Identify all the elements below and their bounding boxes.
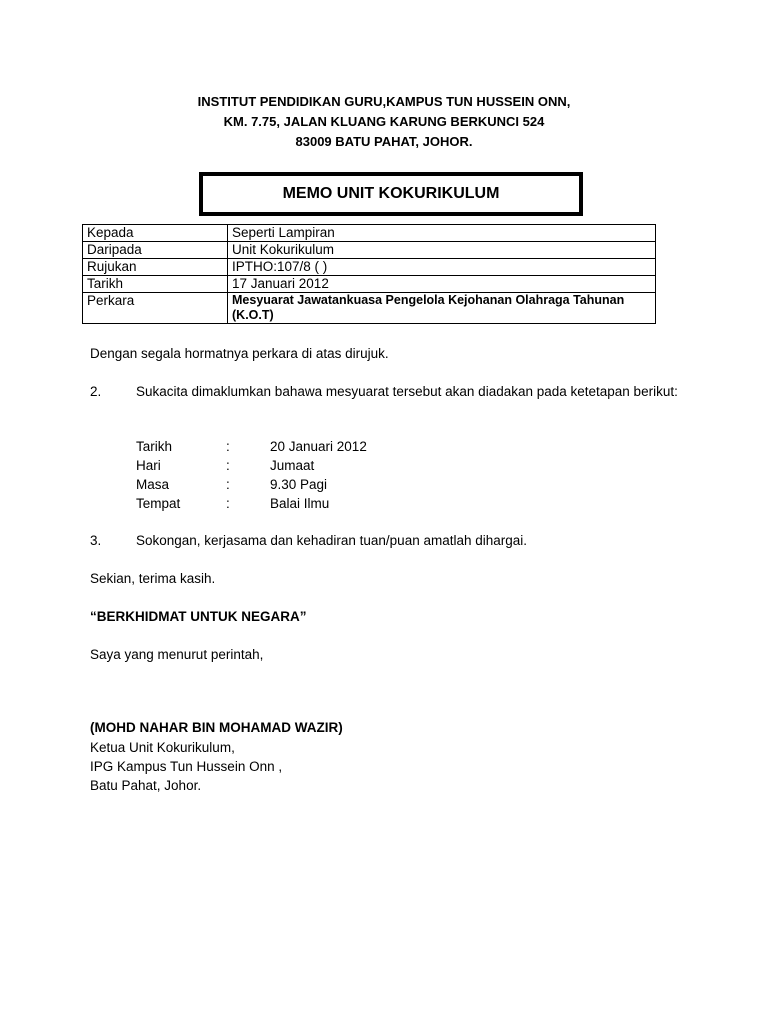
letterhead-line-1: INSTITUT PENDIDIKAN GURU,KAMPUS TUN HUSSEIN ONN, (197, 94, 571, 109)
detail-row (136, 456, 536, 475)
signatory-place: Batu Pahat, Johor. (90, 778, 202, 793)
row-value-subject: Mesyuarat Jawatankuasa Pengelola Kejohanan Olahraga Tahunan (K.O.T) (228, 293, 656, 324)
row-value: IPTHO:107/8 ( ) (228, 259, 656, 276)
detail-row (136, 494, 536, 513)
order-text: Saya yang menurut perintah, (90, 647, 264, 662)
detail-colon: : (226, 458, 230, 473)
detail-label: Tempat (136, 496, 181, 511)
detail-row (136, 437, 536, 456)
detail-colon: : (226, 439, 230, 454)
row-label: Perkara (83, 293, 228, 324)
table-row (83, 276, 656, 293)
row-value: Seperti Lampiran (228, 225, 656, 242)
detail-value: Jumaat (270, 458, 315, 473)
table-row (83, 259, 656, 276)
letterhead-line-3: 83009 BATU PAHAT, JOHOR. (295, 134, 473, 149)
detail-label: Tarikh (136, 439, 173, 454)
motto: “BERKHIDMAT UNTUK NEGARA” (90, 609, 307, 624)
row-label: Tarikh (83, 276, 228, 293)
signatory-org: IPG Kampus Tun Hussein Onn , (90, 759, 283, 774)
table-row (83, 242, 656, 259)
signatory-title: Ketua Unit Kokurikulum, (90, 740, 235, 755)
detail-colon: : (226, 477, 230, 492)
letterhead (0, 92, 768, 152)
paragraph-number: 2. (90, 384, 102, 399)
row-value: Unit Kokurikulum (228, 242, 656, 259)
letterhead-line-2: KM. 7.75, JALAN KLUANG KARUNG BERKUNCI 524 (223, 114, 545, 129)
meeting-details (136, 437, 536, 513)
detail-row (136, 475, 536, 494)
detail-value: Balai Ilmu (270, 496, 330, 511)
opening-paragraph: Dengan segala hormatnya perkara di atas dirujuk. (90, 346, 389, 361)
paragraph-3 (90, 531, 678, 550)
detail-value: 20 Januari 2012 (270, 439, 367, 454)
signatory-name: (MOHD NAHAR BIN MOHAMAD WAZIR) (90, 720, 343, 735)
memo-title: MEMO UNIT KOKURIKULUM (199, 172, 583, 216)
table-row (83, 293, 656, 324)
detail-value: 9.30 Pagi (270, 477, 328, 492)
detail-label: Hari (136, 458, 161, 473)
row-label: Rujukan (83, 259, 228, 276)
row-label: Kepada (83, 225, 228, 242)
table-row (83, 225, 656, 242)
paragraph-2 (90, 382, 678, 401)
paragraph-text: Sokongan, kerjasama dan kehadiran tuan/puan amatlah dihargai. (136, 533, 528, 548)
detail-colon: : (226, 496, 230, 511)
closing-text: Sekian, terima kasih. (90, 571, 216, 586)
detail-label: Masa (136, 477, 170, 492)
row-label: Daripada (83, 242, 228, 259)
row-value: 17 Januari 2012 (228, 276, 656, 293)
paragraph-text: Sukacita dimaklumkan bahawa mesyuarat tersebut akan diadakan pada ketetapan berikut: (136, 384, 678, 399)
paragraph-number: 3. (90, 533, 102, 548)
memo-info-table (82, 224, 656, 324)
